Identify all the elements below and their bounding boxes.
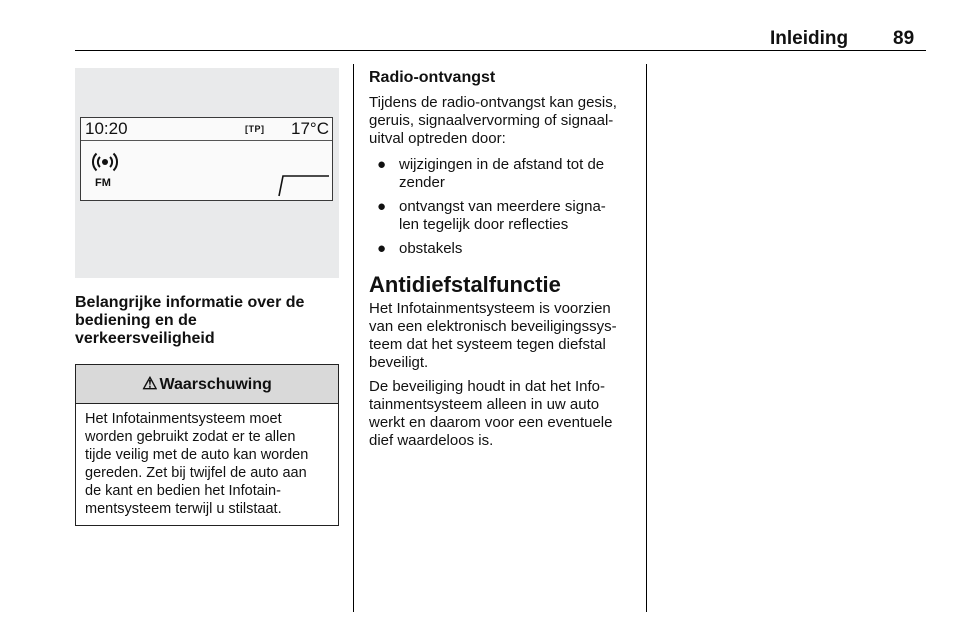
warning-icon: ⚠ [142, 374, 158, 393]
header-title: Inleiding [770, 28, 849, 49]
bullet-icon: ● [377, 240, 387, 257]
warning-text [76, 404, 338, 518]
list-item-line: len tegelijk door reflecties [399, 216, 569, 233]
display-temperature: 17°C [291, 119, 329, 138]
antitheft-paragraph-2 [369, 378, 637, 450]
section-subheading [75, 294, 340, 348]
bullet-icon: ● [377, 156, 387, 173]
subheading-line: bediening en de [75, 312, 197, 329]
signal-graph-icon [277, 174, 329, 198]
paragraph-line: tainmentsysteem alleen in uw auto [369, 396, 600, 413]
warning-header [76, 365, 338, 404]
paragraph-line: Tijdens de radio-ontvangst kan gesis, [369, 94, 617, 111]
subheading-line: verkeersveiligheid [75, 330, 215, 347]
display-clock: 10:20 [85, 119, 128, 138]
paragraph-line: dief waardeloos is. [369, 432, 494, 449]
antitheft-paragraph-1 [369, 300, 637, 372]
paragraph-line: van een elektronisch beveiligingssys- [369, 318, 617, 335]
list-item-line: wijzigingen in de afstand tot de [399, 156, 605, 173]
warning-line: tijde veilig met de auto kan worden [85, 447, 309, 463]
warning-box [75, 364, 339, 526]
list-item-line: zender [399, 174, 445, 191]
warning-line: worden gebruikt zodat er te allen [85, 429, 296, 445]
right-column [369, 64, 637, 450]
radio-intro-paragraph [369, 94, 637, 148]
paragraph-line: beveiligt. [369, 354, 429, 371]
column-divider [646, 64, 647, 612]
warning-line: gereden. Zet bij twijfel de auto aan [85, 465, 307, 481]
radio-reception-heading: Radio-ontvangst [369, 69, 496, 86]
column-divider [353, 64, 354, 612]
band-label: FM [95, 177, 111, 189]
radio-broadcast-icon [91, 148, 119, 176]
header-rule [75, 50, 926, 51]
paragraph-line: teem dat het systeem tegen diefstal [369, 336, 606, 353]
list-item [369, 198, 637, 234]
display-status-divider [81, 140, 332, 141]
subheading-line: Belangrijke informatie over de [75, 294, 305, 311]
cause-list [369, 156, 637, 258]
paragraph-line: geruis, signaalvervorming of signaal- [369, 112, 614, 129]
paragraph-line: Het Infotainmentsysteem is voorzien [369, 300, 611, 317]
warning-line: de kant en bedien het Infotain- [85, 483, 281, 499]
list-item [369, 240, 637, 258]
tp-indicator: [TP] [245, 124, 265, 134]
bullet-icon: ● [377, 198, 387, 215]
list-item [369, 156, 637, 192]
display-screen [80, 117, 333, 201]
list-item-line: obstakels [399, 240, 463, 257]
warning-title: Waarschuwing [159, 376, 272, 393]
warning-line: Het Infotainmentsysteem moet [85, 411, 282, 427]
page-number: 89 [893, 28, 915, 49]
list-item-line: ontvangst van meerdere signa- [399, 198, 606, 215]
warning-line: mentsysteem terwijl u stilstaat. [85, 501, 282, 517]
antitheft-heading: Antidiefstalfunctie [369, 272, 561, 297]
paragraph-line: uitval optreden door: [369, 130, 506, 147]
paragraph-line: De beveiliging houdt in dat het Info- [369, 378, 605, 395]
paragraph-line: werkt en daarom voor een eventuele [369, 414, 613, 431]
